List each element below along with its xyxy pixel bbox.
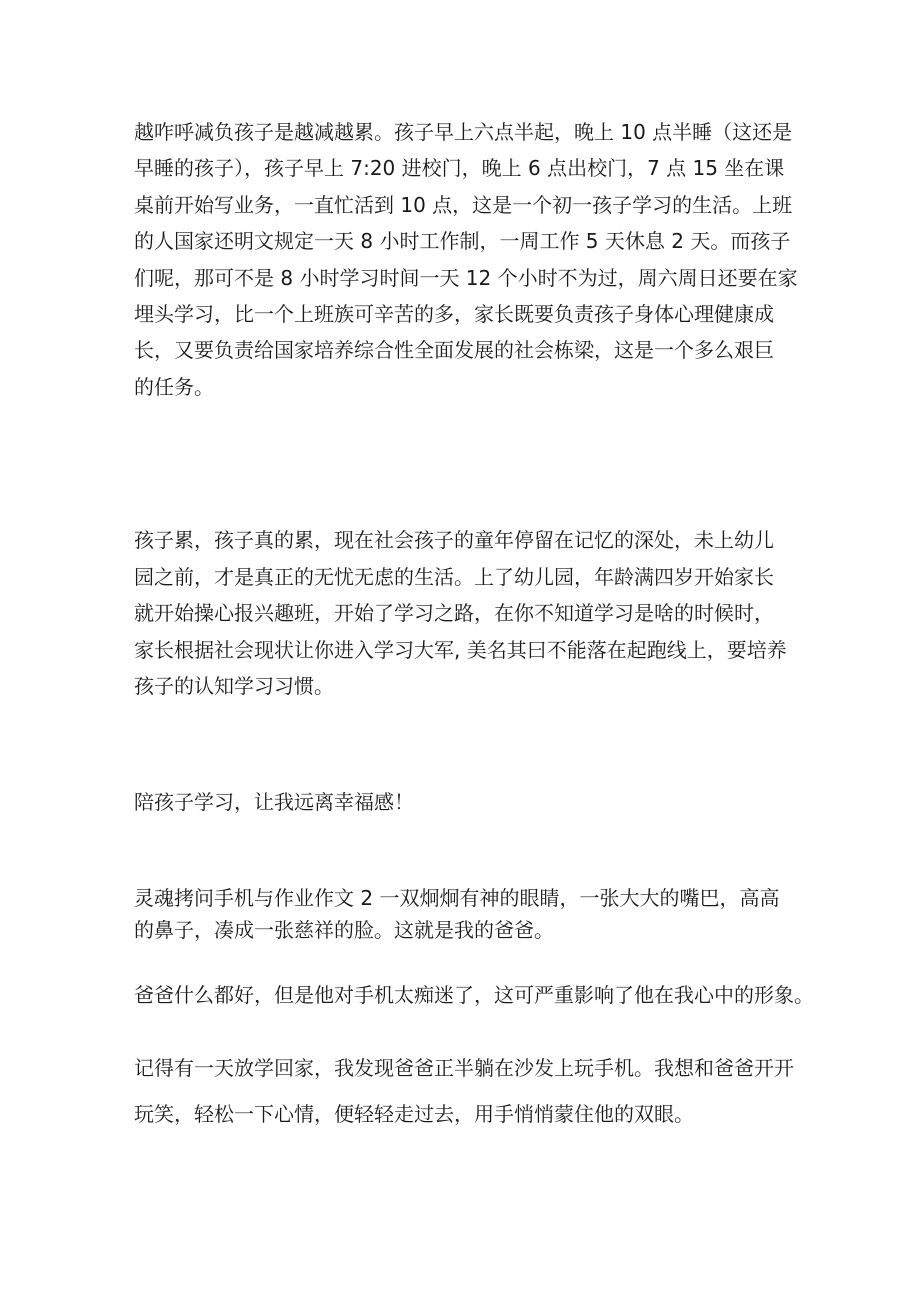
paragraph-line: 的任务。 [134, 374, 214, 399]
paragraph-line: 越咋呼减负孩子是越减越累。孩子早上六点半起，晚上 10 点半睡（这还是 [134, 120, 793, 144]
paragraph-5 [134, 977, 814, 1013]
paragraph-line: 园之前，才是真正的无忧无虑的生活。上了幼儿园，年龄满四岁开始家长 [134, 564, 774, 589]
paragraph-line: 长，又要负责给国家培养综合性全面发展的社会栋梁，这是一个多么艰巨 [134, 338, 774, 363]
paragraph-line: 孩子累，孩子真的累，现在社会孩子的童年停留在记忆的深处，未上幼儿 [134, 528, 774, 552]
paragraph-6 [134, 1045, 804, 1137]
paragraph-line: 爸爸什么都好，但是他对手机太痴迷了，这可严重影响了他在我心中的形象。 [134, 983, 814, 1007]
paragraph-3 [134, 784, 804, 820]
paragraph-line: 早睡的孩子），孩子早上 7:20 进校门，晚上 6 点出校门，7 点 15 坐在课 [134, 156, 785, 181]
paragraph-line: 家长根据社会现状让你进入学习大军, 美名其曰不能落在起跑线上，要培养 [134, 637, 787, 662]
paragraph-line: 记得有一天放学回家，我发现爸爸正半躺在沙发上玩手机。我想和爸爸开开 [134, 1056, 794, 1080]
paragraph-line: 玩笑，轻松一下心情，便轻轻走过去，用手悄悄蒙住他的双眼。 [134, 1102, 694, 1126]
paragraph-line: 陪孩子学习，让我远离幸福感！ [134, 790, 414, 814]
paragraph-1 [134, 114, 804, 405]
paragraph-line: 孩子的认知学习习惯。 [134, 674, 334, 699]
paragraph-line: 的人国家还明文规定一天 8 小时工作制，一周工作 5 天休息 2 天。而孩子 [134, 229, 791, 254]
paragraph-4 [134, 882, 804, 946]
paragraph-line: 灵魂拷问手机与作业作文 2 一双炯炯有神的眼睛，一张大大的嘴巴，高高 [134, 886, 780, 910]
paragraph-line: 埋头学习，比一个上班族可辛苦的多，家长既要负责孩子身体心理健康成 [134, 301, 774, 326]
paragraph-line: 就开始操心报兴趣班，开始了学习之路，在你不知道学习是啥的时候时， [134, 601, 774, 626]
paragraph-line: 们呢，那可不是 8 小时学习时间一天 12 个小时不为过，周六周日还要在家 [134, 265, 798, 290]
paragraph-line: 的鼻子，凑成一张慈祥的脸。这就是我的爸爸。 [134, 918, 554, 942]
paragraph-2 [134, 522, 804, 705]
paragraph-line: 桌前开始写业务，一直忙活到 10 点，这是一个初一孩子学习的生活。上班 [134, 192, 793, 217]
